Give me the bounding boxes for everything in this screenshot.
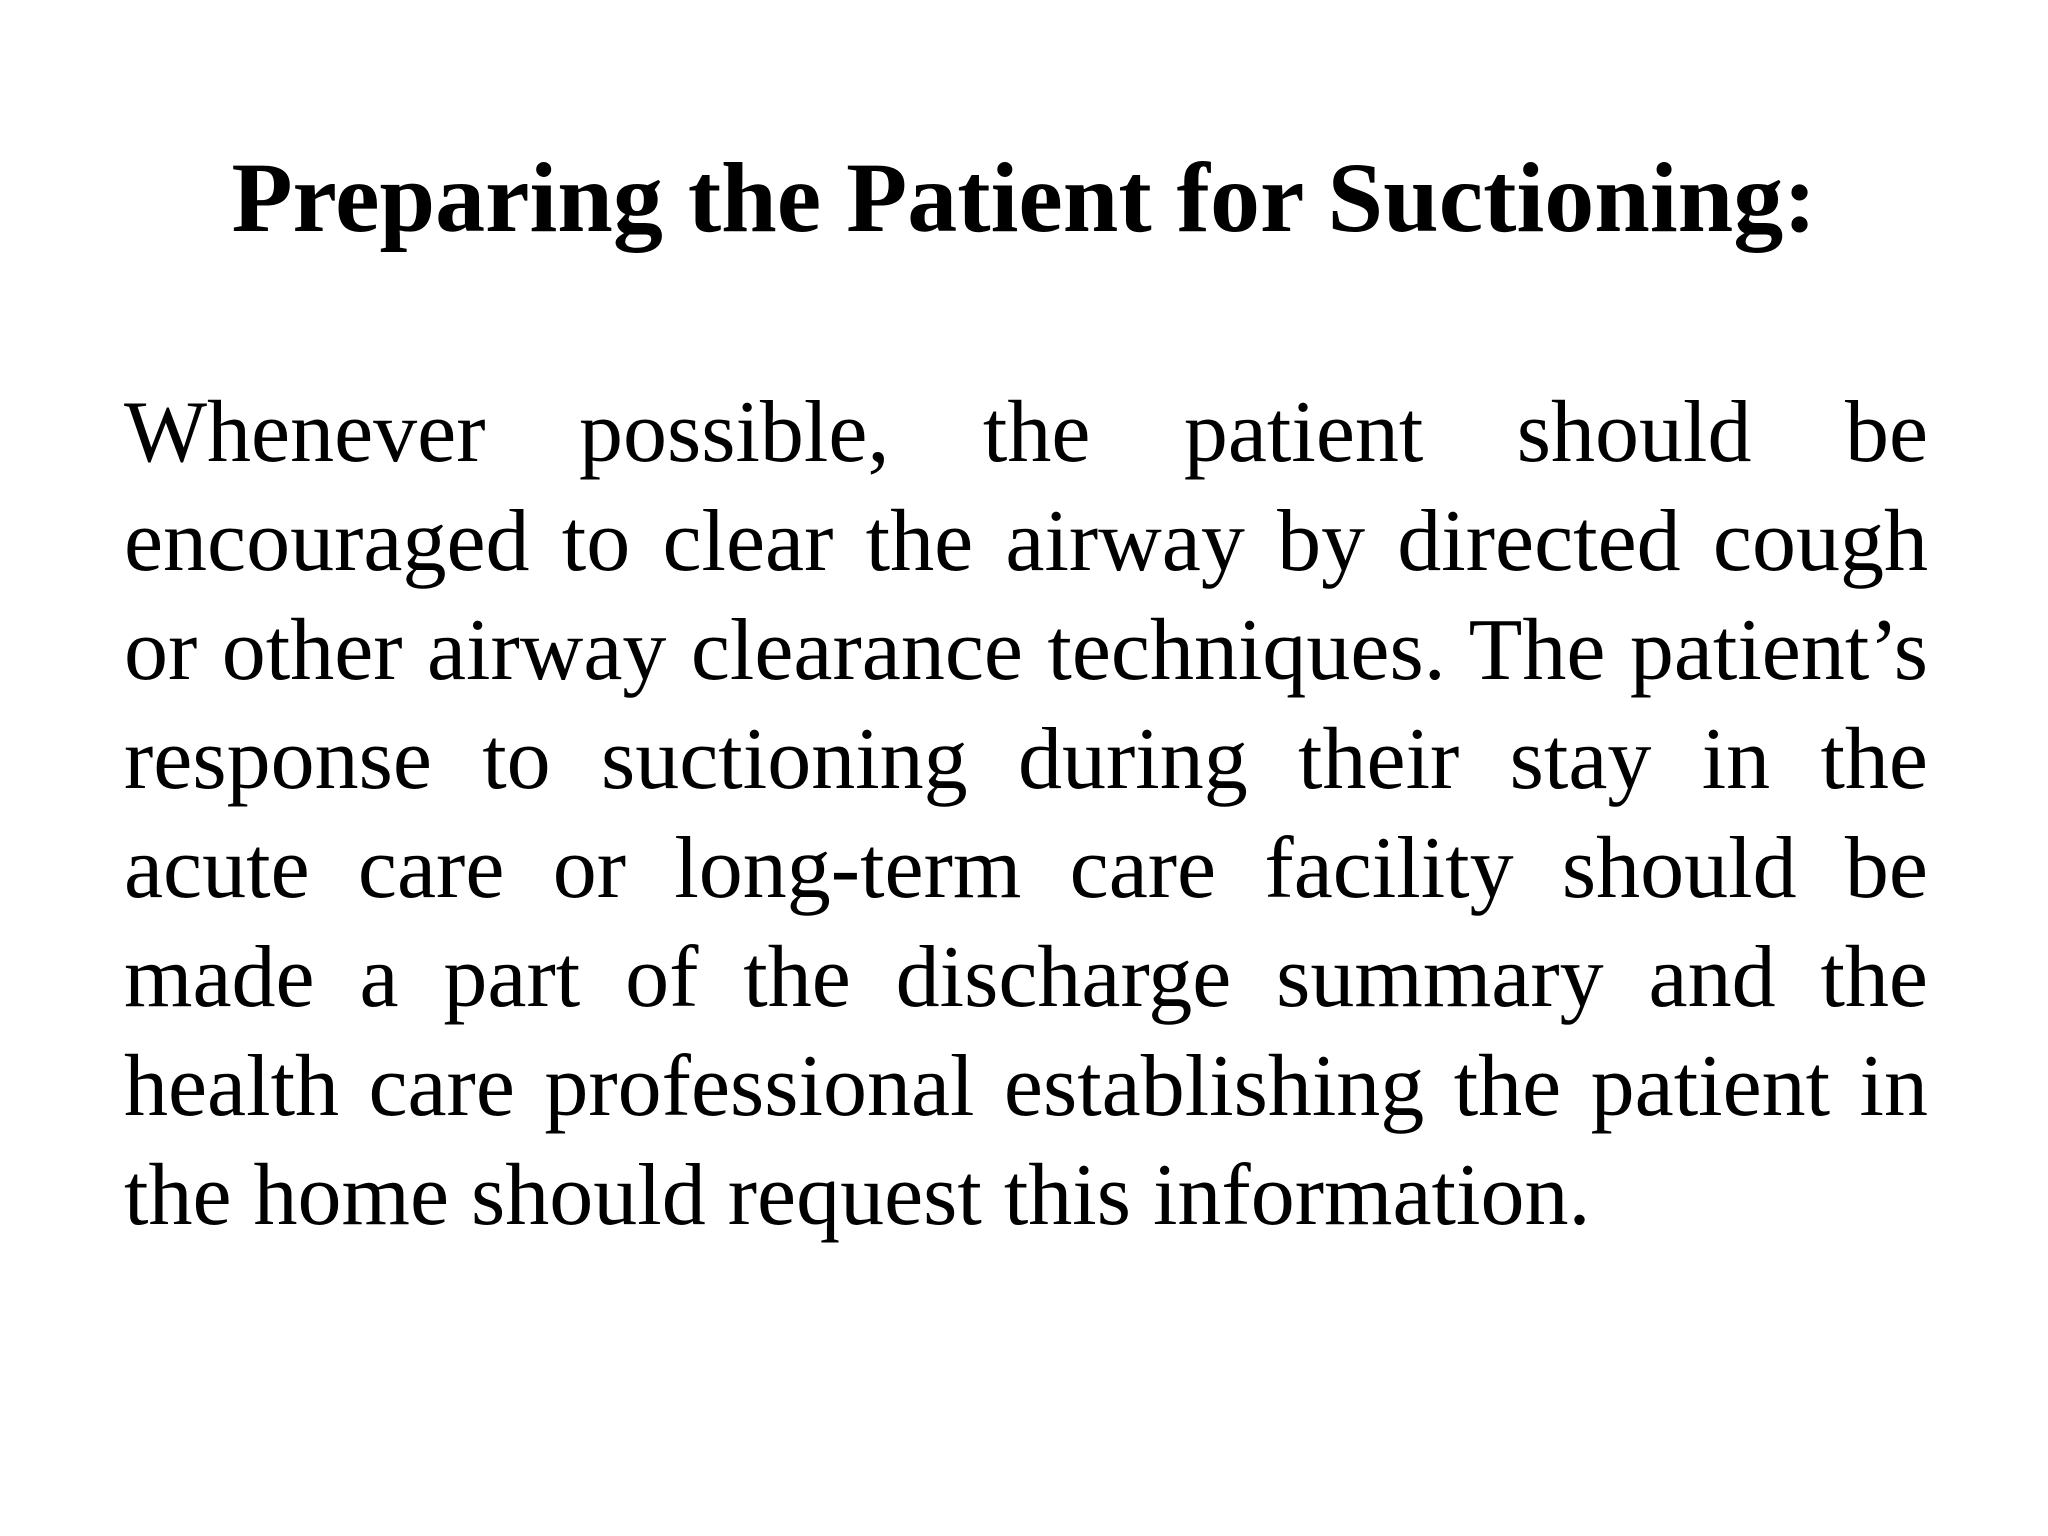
slide-body-paragraph: Whenever possible, the patient should be encouraged to clear the airway by directed cough or other airway clearance techniques. The patient’s response to suctioning during their stay in the acute care or long-term care facility should be made a part of the discharge summary and the health care professional establishing the patient in the home should request this information. [124, 384, 1928, 1244]
slide-title: Preparing the Patient for Suctioning: [231, 142, 1817, 253]
